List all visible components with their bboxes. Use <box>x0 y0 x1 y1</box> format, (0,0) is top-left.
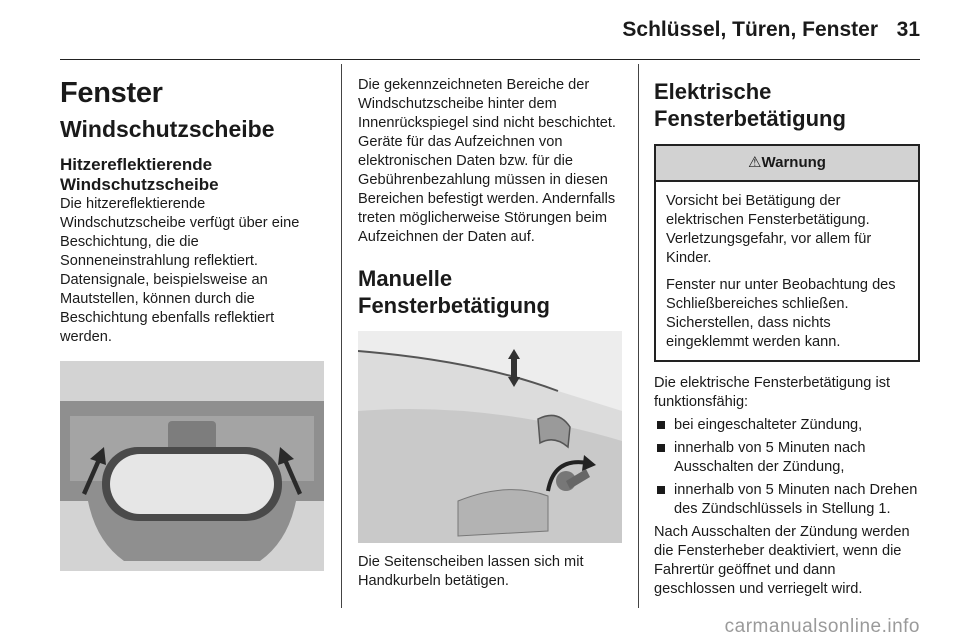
column-2 <box>358 76 622 591</box>
warning-title: Warnung <box>761 154 826 171</box>
deactivation-text: Nach Ausschalten der Zündung werden die Fensterheber deaktiviert, wenn die Fahrertür geöffnet und dann geschlossen und verriegelt wird. <box>654 524 910 597</box>
manual-window-title <box>358 265 622 319</box>
bullet-icon <box>657 486 665 494</box>
electric-window-title-line-2: Fensterbetätigung <box>654 106 846 131</box>
subsection-title: Windschutzscheibe <box>60 116 275 142</box>
header-rule <box>60 59 920 60</box>
warning-icon: ⚠ <box>748 154 762 171</box>
column-divider-2 <box>638 64 639 608</box>
list-item: innerhalb von 5 Minuten nach Drehen des Zündschlüssels in Stellung 1. <box>654 481 920 519</box>
function-intro: Die elektrische Fensterbetätigung ist funktionsfähig: <box>654 375 891 410</box>
manual-window-title-line-1: Manuelle <box>358 266 453 291</box>
warning-text-2: Fenster nur unter Beobachtung des Schließbereiches schließen. Sicherstellen, dass nichts eingeklemmt werden kann. <box>666 277 896 350</box>
column-3 <box>654 78 920 599</box>
topic-title-line-2: Windschutzscheibe <box>60 175 219 194</box>
running-header-title: Schlüssel, Türen, Fenster <box>622 18 878 41</box>
warning-box <box>654 144 920 362</box>
watermark: carmanualsonline.info <box>724 616 920 637</box>
crank-caption: Die Seitenscheiben lassen sich mit Handkurbeln betätigen. <box>358 554 584 589</box>
electric-window-title <box>654 78 920 132</box>
list-item: bei eingeschalteter Zündung, <box>654 416 920 435</box>
column-1 <box>60 70 324 571</box>
warning-header <box>656 146 918 182</box>
window-crank-drawing <box>358 331 622 543</box>
topic-title <box>60 155 324 195</box>
list-item: innerhalb von 5 Minuten nach Ausschalten der Zündung, <box>654 439 920 477</box>
bullet-icon <box>657 444 665 452</box>
page-header <box>0 0 960 60</box>
coating-areas-text: Die gekennzeichneten Bereiche der Windschutzscheibe hinter dem Innenrückspiegel sind nicht beschichtet. Geräte für das Aufzeichnen von elektronischen Daten bzw. für die Gebührenbezahlung müssen in diesen Bereichen befestigt werden. Andernfalls treten möglicherweise Störungen beim Aufzeichnen der Daten auf. <box>358 77 616 245</box>
function-list <box>654 416 920 519</box>
topic-title-line-1: Hitzereflektierende <box>60 155 213 174</box>
window-crank-illustration <box>358 331 622 543</box>
section-title: Fenster <box>60 77 163 109</box>
bullet-icon <box>657 421 665 429</box>
windshield-body-text: Die hitzereflektierende Windschutzscheibe verfügt über eine Beschichtung, die die Sonneneinstrahlung reflektiert. Datensignale, beispielsweise an Mautstellen, können durch die Beschichtung ebenfalls reflektiert werden. <box>60 196 300 345</box>
page-number: 31 <box>896 18 920 41</box>
mirror-illustration <box>60 361 324 571</box>
warning-text-1: Vorsicht bei Betätigung der elektrischen Fensterbetätigung. Verletzungsgefahr, vor allem für Kinder. <box>666 193 872 266</box>
column-divider-1 <box>341 64 342 608</box>
electric-window-title-line-1: Elektrische <box>654 79 772 104</box>
warning-body <box>656 182 918 360</box>
manual-window-title-line-2: Fensterbetätigung <box>358 293 550 318</box>
rearview-mirror-drawing <box>60 361 324 571</box>
